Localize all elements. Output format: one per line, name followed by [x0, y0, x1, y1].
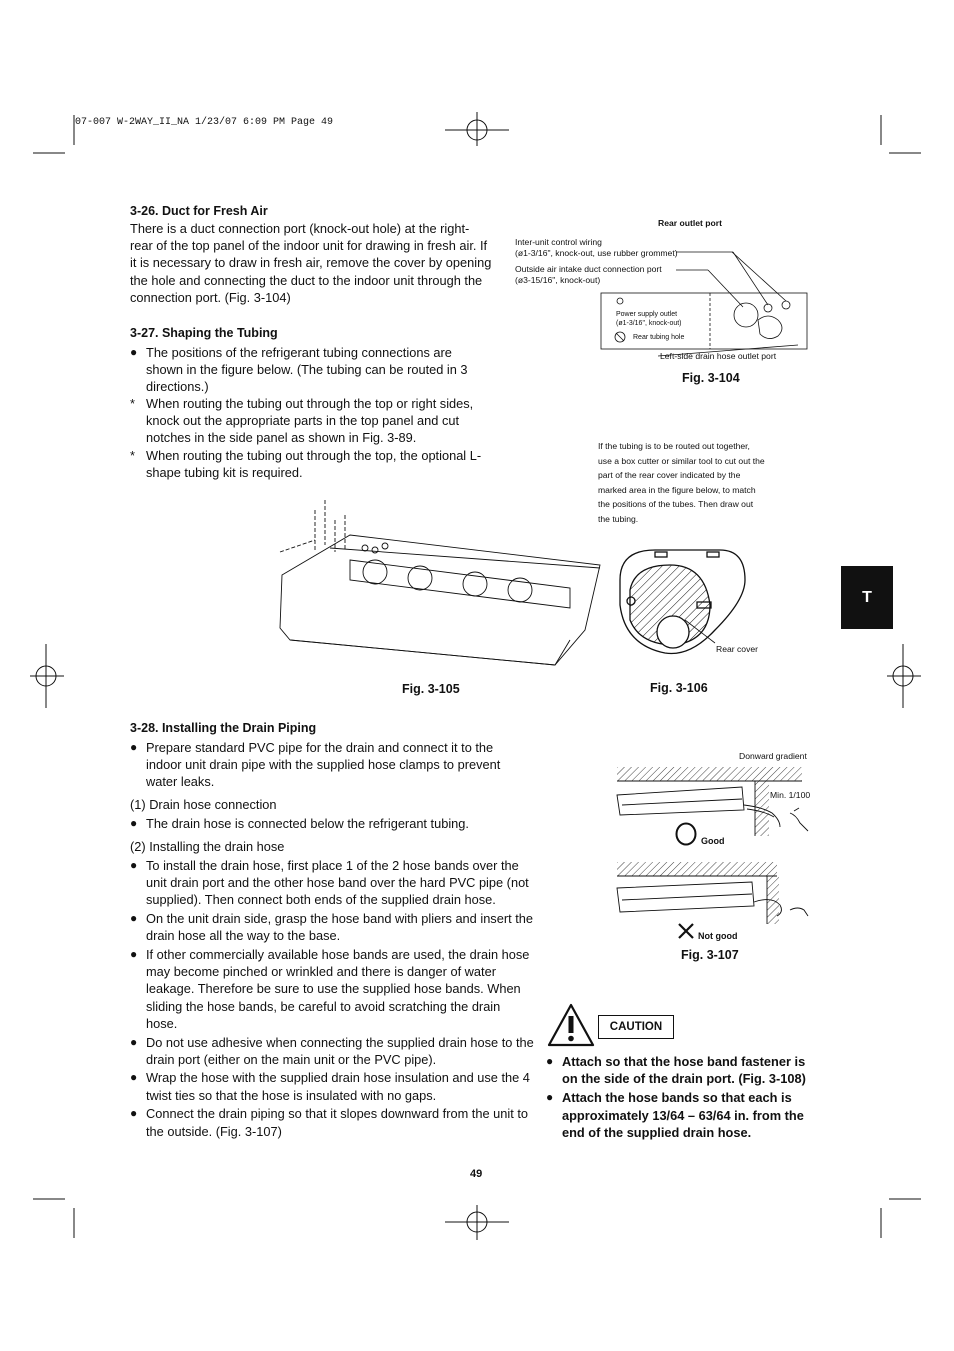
fig106-caption: Fig. 3-106: [650, 681, 708, 695]
list-item: ● To install the drain hose, first place 1 of the 2 hose bands over the unit drain port and the other hose band over the hard PVC pipe (not supplied). Then connect both ends of the supplied drain hose.: [130, 857, 534, 909]
fig107-good-drawing: [612, 765, 812, 840]
fig104-rear-outlet-label: Rear outlet port: [658, 218, 722, 228]
fig104-air-label: Outside air intake duct connection port: [515, 264, 662, 274]
page-number: 49: [470, 1168, 483, 1180]
list-item: ● Attach the hose bands so that each is approximately 13/64 – 63/64 in. from the end of the supplied drain hose.: [546, 1089, 822, 1141]
list-item: ● Prepare standard PVC pipe for the drain and connect it to the indoor unit drain pipe with the supplied hose clamps to prevent water leaks.: [130, 739, 514, 791]
fig107-not-good-drawing: [612, 860, 812, 925]
caution-label: CAUTION: [598, 1015, 674, 1039]
not-good-icon: [677, 922, 695, 940]
fig104-drain-label: Left-side drain hose outlet port: [660, 351, 777, 361]
print-slug: 07-007 W-2WAY_II_NA 1/23/07 6:09 PM Page 49: [75, 117, 334, 128]
fig107-caption: Fig. 3-107: [681, 948, 739, 962]
fig107-not-good-label: Not good: [698, 931, 738, 941]
fig104-air-spec: (ø3-15/16", knock-out): [515, 275, 601, 285]
fig104-caption: Fig. 3-104: [682, 371, 740, 385]
list-item: ● On the unit drain side, grasp the hose band with pliers and insert the drain hose all the way to the base.: [130, 910, 534, 944]
list-item: * When routing the tubing out through the top, the optional L-shape tubing kit is required.: [130, 447, 490, 481]
fig104-wiring-spec: (ø1-3/16", knock-out, use rubber grommet): [515, 248, 678, 258]
fig104-power-spec: (ø1-3/16", knock-out): [616, 320, 682, 327]
fig104-power-label: Power supply outlet: [616, 311, 678, 318]
fig106-rear-cover-label: Rear cover: [716, 644, 759, 654]
text-3-26: There is a duct connection port (knock-out hole) at the right-rear of the top panel of the indoor unit for drawing in fresh air. If it is necessary to draw in fresh air, remove the cover by opening the hole and connecting the duct to the indoor unit through the connection port. (Fig. 3-104): [130, 221, 492, 305]
heading-3-27: 3-27. Shaping the Tubing: [130, 326, 278, 340]
list-3-27: [130, 344, 490, 396]
fig106-rear-cover-drawing: [615, 545, 750, 660]
subheading-installing-drain-hose: (2) Installing the drain hose: [130, 839, 285, 854]
heading-3-28: 3-28. Installing the Drain Piping: [130, 721, 317, 735]
list-3-28-intro: [130, 739, 514, 791]
fig104-wiring-label: Inter-unit control wiring: [515, 237, 602, 247]
fig106-note: If the tubing is to be routed out together, use a box cutter or similar tool to cut out the part of the rear cover indicated by the marked area in the figure below, to match the positions of the tubes. Then draw out the tubing.: [598, 441, 765, 524]
list-item: ● Connect the drain piping so that it slopes downward from the unit to the outside. (Fig. 3-107): [130, 1105, 534, 1139]
section-tab: T: [841, 566, 893, 629]
fig105-unit-drawing: [270, 490, 610, 670]
fig107-min-label: Min. 1/100: [770, 790, 811, 800]
fig107-gradient-label: Donward gradient: [739, 751, 807, 761]
warning-icon: [547, 1003, 595, 1047]
list-3-28-connection: [130, 815, 514, 832]
list-item: * When routing the tubing out through the top or right sides, knock out the appropriate parts in the top panel and cut notches in the side panel as shown in Fig. 3-89.: [130, 395, 490, 447]
list-item: ● Wrap the hose with the supplied drain hose insulation and use the 4 twist ties so that the hose is insulated with no gaps.: [130, 1069, 534, 1103]
list-item: ● The drain hose is connected below the refrigerant tubing.: [130, 815, 514, 832]
list-3-28-install: [130, 857, 534, 1140]
notes-3-27: [130, 395, 490, 481]
list-item: ● If other commercially available hose bands are used, the drain hose may become pinched or wrinkled and there is danger of water leakage. Therefore be sure to use the supplied hose bands. When sliding the hose bands, be careful to avoid scratching the drain hose.: [130, 946, 534, 1032]
list-item: ● Attach so that the hose band fastener is on the side of the drain port. (Fig. 3-108): [546, 1053, 822, 1087]
list-item: ● The positions of the refrigerant tubing connections are shown in the figure below. (The tubing can be routed in 3 directions.): [130, 344, 490, 396]
caution-list: [546, 1053, 822, 1141]
fig104-unit-drawing: [598, 225, 818, 365]
fig104-tubing-label: Rear tubing hole: [633, 334, 685, 341]
subheading-drain-hose-connection: (1) Drain hose connection: [130, 797, 277, 812]
fig105-caption: Fig. 3-105: [402, 682, 460, 696]
good-icon: [675, 822, 697, 846]
list-item: ● Do not use adhesive when connecting the supplied drain hose to the drain port (either on the main unit or the PVC pipe).: [130, 1034, 534, 1068]
heading-3-26: 3-26. Duct for Fresh Air: [130, 204, 268, 218]
fig107-good-label: Good: [701, 836, 725, 846]
